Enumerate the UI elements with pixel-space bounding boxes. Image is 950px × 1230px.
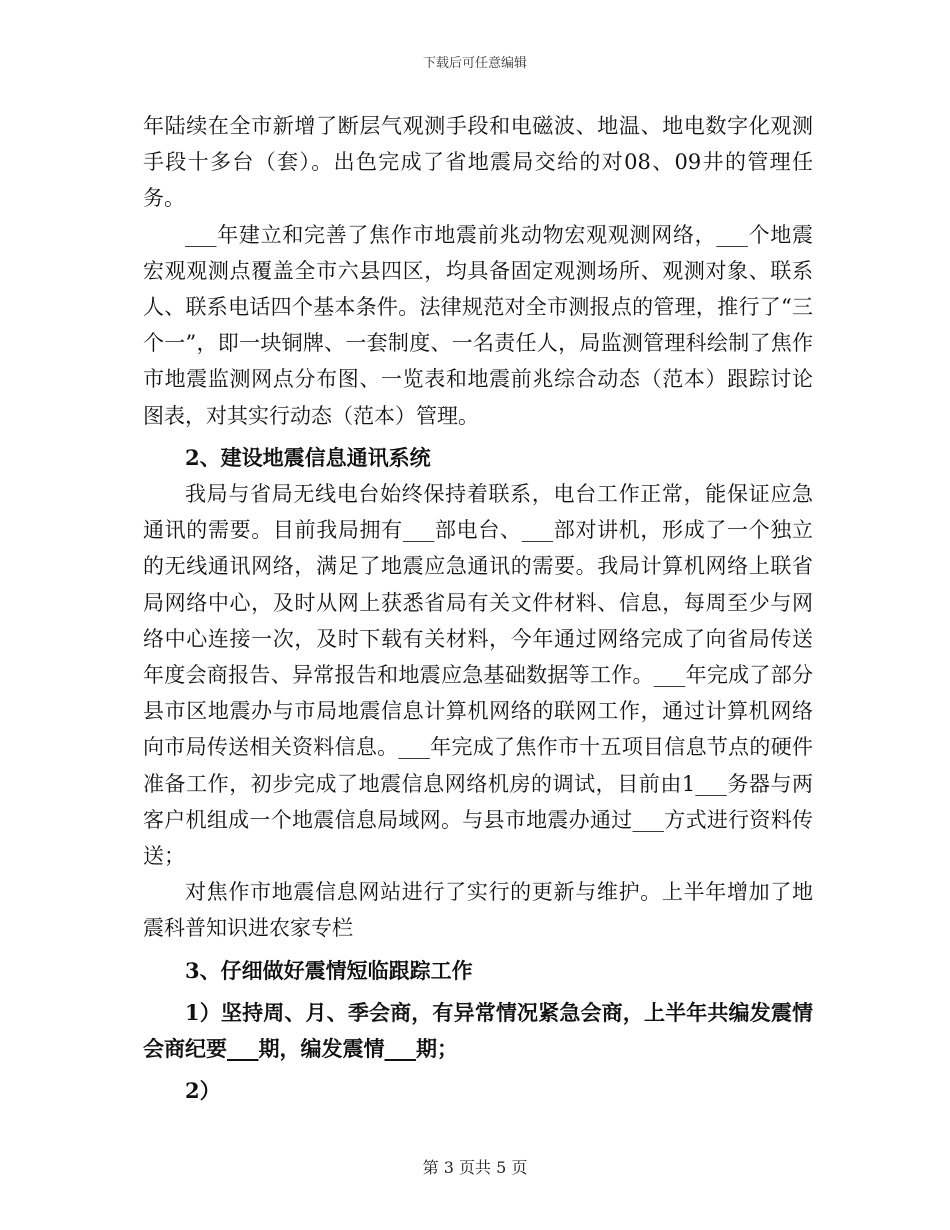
list-item-1: 1）坚持周、月、季会商，有异常情况紧急会商，上半年共编发震情会商纪要___期，编发震情___期； [143,999,813,1062]
paragraph-continued: 年陆续在全市新增了断层气观测手段和电磁波、地温、地电数字化观测手段十多台（套）。出色完成了省地震局交给的对08、09井的管理任务。 [143,114,813,211]
page-footer: 第 3 页共 5 页 [422,1158,528,1177]
document-body [143,108,813,1109]
list-item-2: 2） [185,1078,221,1104]
section-heading-3: 3、仔细做好震情短临跟踪工作 [185,957,473,983]
paragraph-communication: 我局与省局无线电台始终保持着联系，电台工作正常，能保证应急通讯的需要。目前我局拥有___部电台、___部对讲机，形成了一个独立的无线通讯网络，满足了地震应急通讯的需要。我局计算机网络上联省局网络中心，及时从网上获悉省局有关文件材料、信息，每周至少与网络中心连接一次，及时下载有关材料，今年通过网络完成了向省局传送年度会商报告、异常报告和地震应急基础数据等工作。___年完成了部分县市区地震办与市局地震信息计算机网络的联网工作，通过计算机网络向市局传送相关资料信息。___年完成了焦作市十五项目信息节点的硬件准备工作，初步完成了地震信息网络机房的调试，目前由1___务器与两客户机组成一个地震信息局域网。与县市地震办通过___方式进行资料传送； [143,482,813,869]
paragraph-macro-observation: ___年建立和完善了焦作市地震前兆动物宏观观测网络，___个地震宏观观测点覆盖全市六县四区，均具备固定观测场所、观测对象、联系人、联系电话四个基本条件。法律规范对全市测报点的管理，推行了“三个一”，即一块铜牌、一套制度、一名责任人，局监测管理科绘制了焦作市地震监测网点分布图、一览表和地震前兆综合动态（范本）跟踪讨论图表，对其实行动态（范本）管理。 [143,222,813,428]
section-heading-2: 2、建设地震信息通讯系统 [185,444,431,470]
paragraph-website: 对焦作市地震信息网站进行了实行的更新与维护。上半年增加了地震科普知识进农家专栏 [143,880,813,941]
page-header: 下载后可任意编辑 [422,56,527,71]
